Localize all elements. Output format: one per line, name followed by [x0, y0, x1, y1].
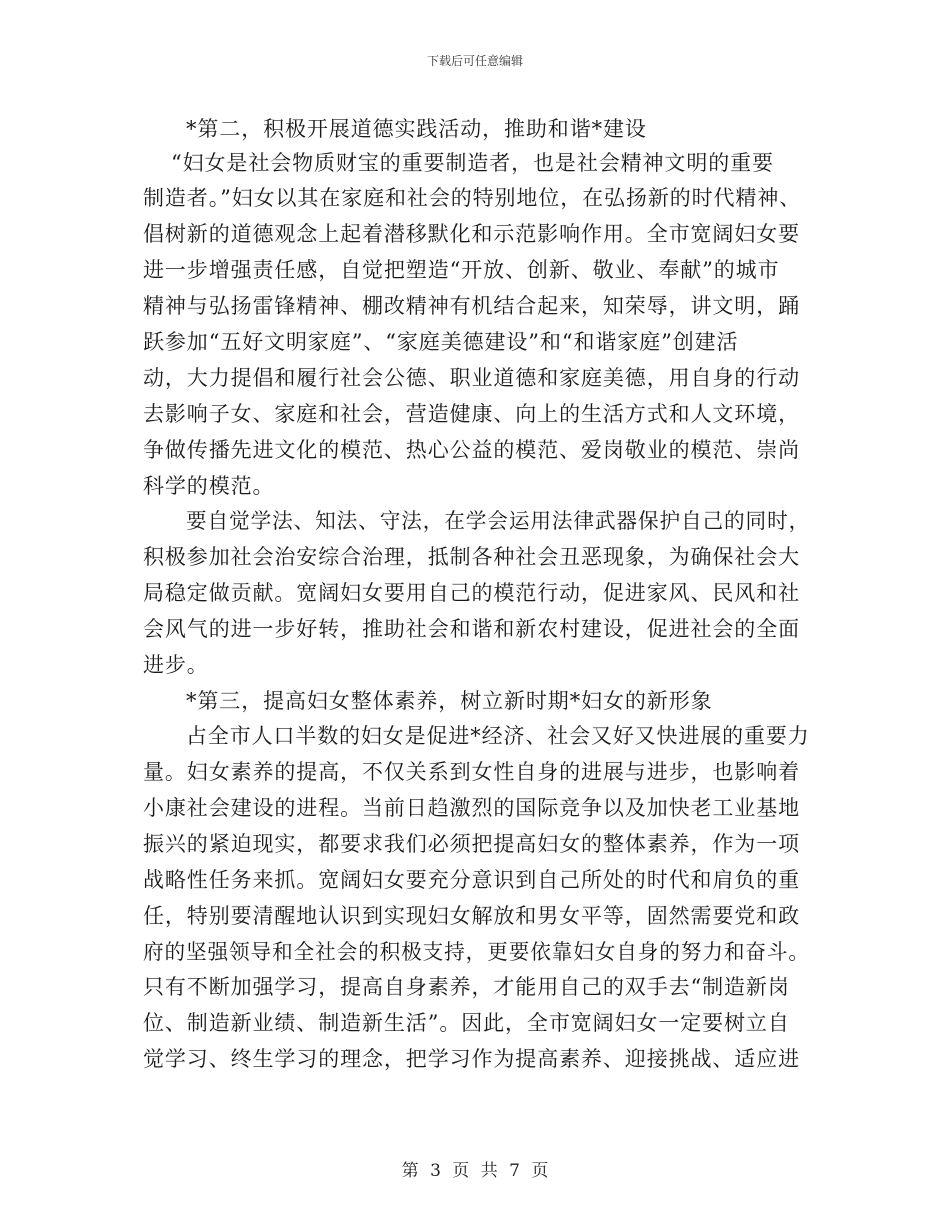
page-header: 下载后可任意编辑: [426, 54, 523, 68]
text-line: 觉学习、终生学习的理念，把学习作为提高素养、迎接挑战、适应进: [143, 1047, 800, 1071]
text-line: 制造者。”妇女以其在家庭和社会的特别地位，在弘扬新的时代精神、: [143, 186, 802, 210]
text-line: 只有不断加强学习，提高自身素养，才能用自己的双手去“制造新岗: [143, 975, 790, 999]
text-line: 小康社会建设的进程。当前日趋激烈的国际竞争以及加快老工业基地: [143, 796, 800, 820]
text-line: 量。妇女素养的提高，不仅关系到女性自身的进展与进步，也影响着: [143, 760, 800, 784]
text-line: 争做传播先进文化的模范、热心公益的模范、爱岗敬业的模范、崇尚: [143, 438, 800, 462]
text-line: 精神与弘扬雷锋精神、棚改精神有机结合起来，知荣辱，讲文明，踊: [143, 294, 800, 318]
text-line: 进一步增强责任感，自觉把塑造“开放、创新、敬业、奉献”的城市: [143, 258, 780, 282]
text-line: 位、制造新业绩、制造新生活”。因此，全市宽阔妇女一定要树立自: [143, 1011, 790, 1035]
text-line: 任，特别要清醒地认识到实现妇女解放和男女平等，固然需要党和政: [143, 904, 800, 928]
text-line: 动，大力提倡和履行社会公德、职业道德和家庭美德，用自身的行动: [143, 366, 800, 390]
text-line: “妇女是社会物质财宝的重要制造者，也是社会精神文明的重要: [171, 151, 774, 175]
page-footer: 第 3 页 共 7 页: [401, 1161, 549, 1181]
text-line: 振兴的紧迫现实，都要求我们必须把提高妇女的整体素养，作为一项: [143, 832, 800, 856]
section-heading-2: *第二，积极开展道德实践活动，推助和谐*建设: [186, 117, 647, 141]
section-heading-3: *第三，提高妇女整体素养，树立新时期*妇女的新形象: [186, 689, 713, 713]
text-line: 战略性任务来抓。宽阔妇女要充分意识到自己所处的时代和肩负的重: [143, 868, 800, 892]
text-line: 跃参加“五好文明家庭”、“家庭美德建设”和“和谐家庭”创建活: [143, 330, 739, 354]
text-line: 进步。: [143, 653, 209, 677]
text-line: 倡树新的道德观念上起着潜移默化和示范影响作用。全市宽阔妇女要: [143, 222, 800, 246]
text-line: 去影响子女、家庭和社会，营造健康、向上的生活方式和人文环境，: [143, 402, 800, 426]
text-line: 积极参加社会治安综合治理，抵制各种社会丑恶现象，为确保社会大: [143, 545, 800, 569]
text-line: 局稳定做贡献。宽阔妇女要用自己的模范行动，促进家风、民风和社: [143, 581, 800, 605]
text-line: 府的坚强领导和全社会的积极支持，更要依靠妇女自身的努力和奋斗。: [143, 940, 810, 964]
text-line: 科学的模范。: [143, 474, 275, 498]
text-line: 会风气的进一步好转，推助社会和谐和新农村建设，促进社会的全面: [143, 617, 800, 641]
text-line: 要自觉学法、知法、守法，在学会运用法律武器保护自己的同时，: [186, 509, 811, 533]
text-line: 占全市人口半数的妇女是促进*经济、社会又好又快进展的重要力: [186, 724, 810, 748]
